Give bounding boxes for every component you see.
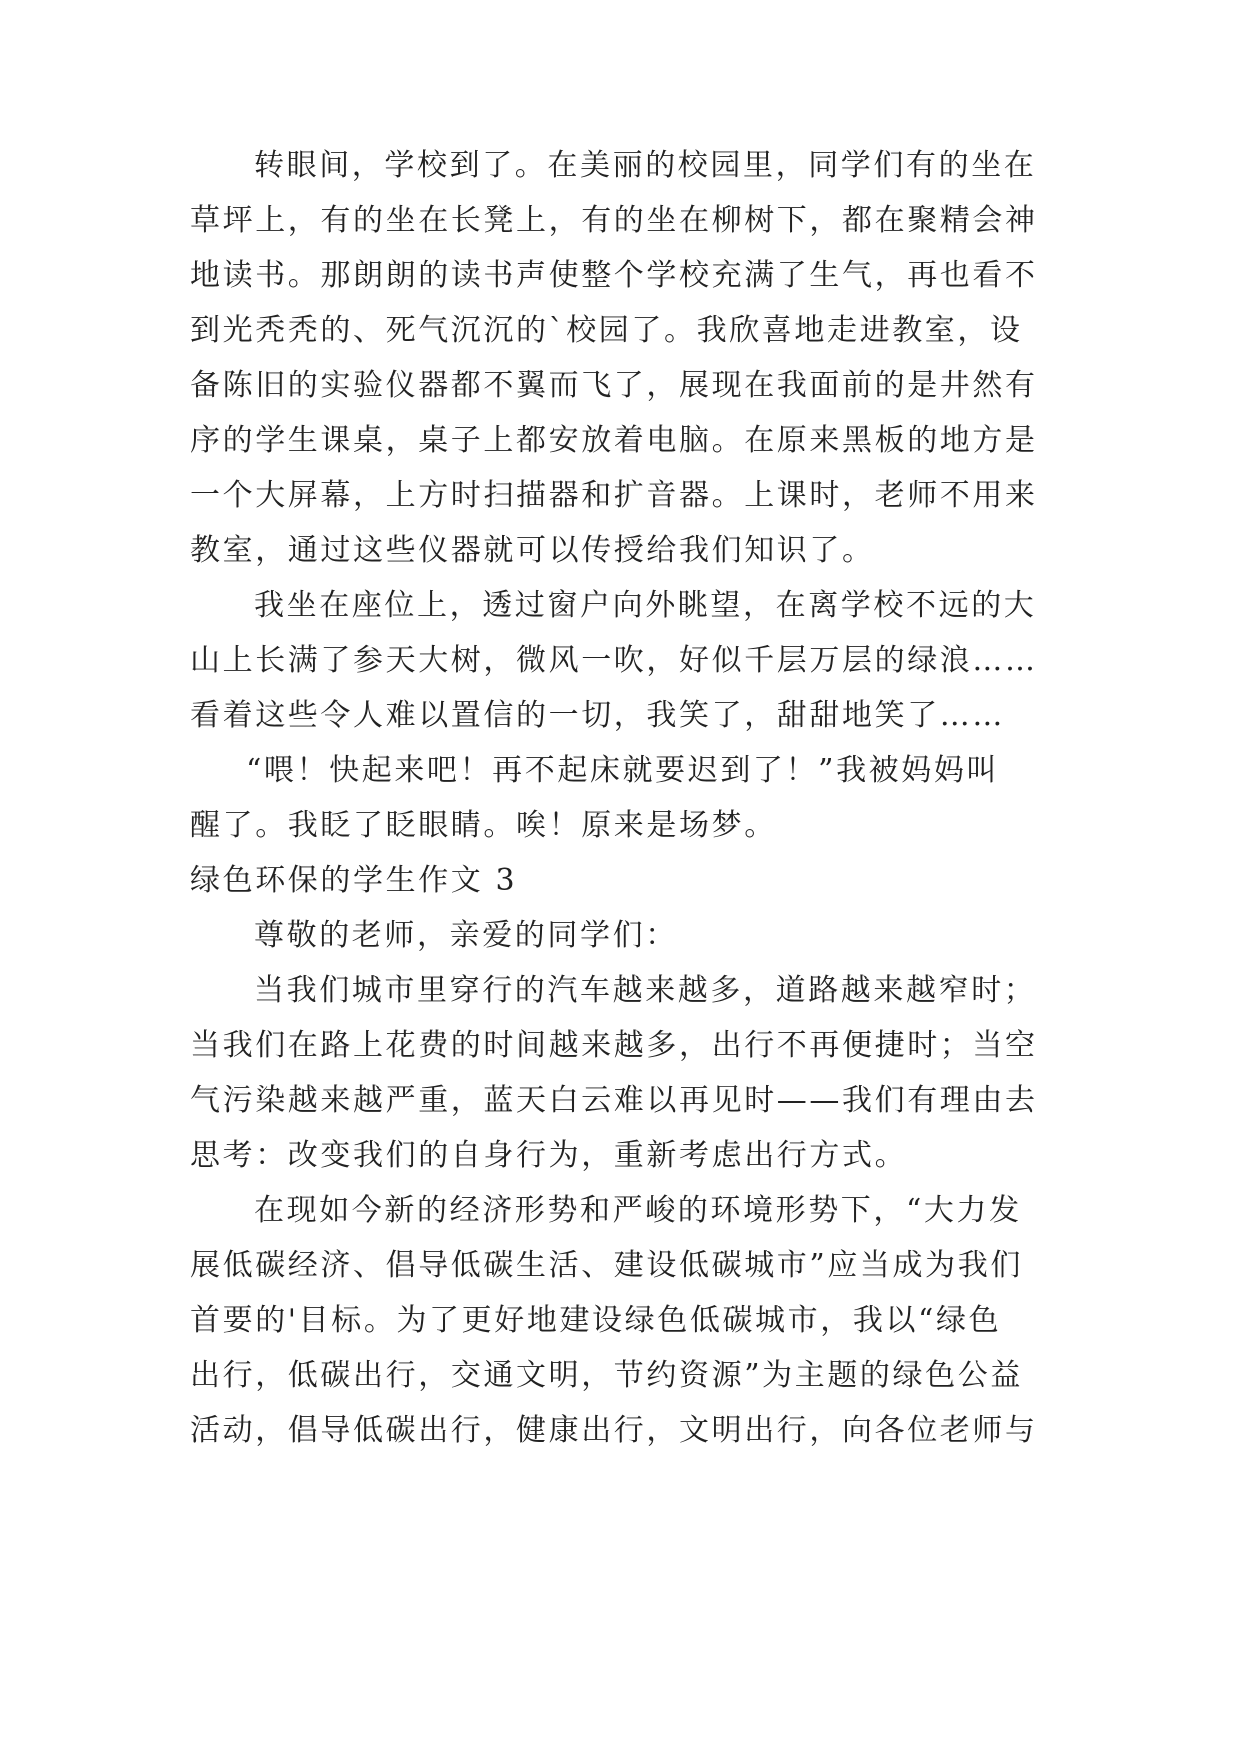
text-line: 地读书。那朗朗的读书声使整个学校充满了生气，再也看不 <box>190 258 1038 293</box>
section-heading: 绿色环保的学生作文 3 <box>190 863 518 898</box>
salutation: 尊敬的老师，亲爱的同学们： <box>254 918 678 953</box>
text-line: 气污染越来越严重，蓝天白云难以再见时——我们有理由去 <box>190 1083 1038 1118</box>
text-line: 转眼间，学校到了。在美丽的校园里，同学们有的坐在 <box>254 148 1037 183</box>
text-line: 看着这些令人难以置信的一切，我笑了，甜甜地笑了…… <box>190 698 1005 733</box>
text-line: 思考：改变我们的自身行为，重新考虑出行方式。 <box>190 1138 908 1173</box>
text-line: 序的学生课桌，桌子上都安放着电脑。在原来黑板的地方是 <box>190 423 1038 458</box>
text-line: 备陈旧的实验仪器都不翼而飞了，展现在我面前的是井然有 <box>190 368 1038 403</box>
text-line: 一个大屏幕，上方时扫描器和扩音器。上课时，老师不用来 <box>190 478 1038 513</box>
text-line: 教室，通过这些仪器就可以传授给我们知识了。 <box>190 533 875 568</box>
text-line: 展低碳经济、倡导低碳生活、建设低碳城市”应当成为我们 <box>190 1248 1023 1283</box>
text-line: 出行，低碳出行，交通文明，节约资源”为主题的绿色公益 <box>190 1358 1023 1393</box>
text-line: 首要的'目标。为了更好地建设绿色低碳城市，我以“绿色 <box>190 1303 1002 1338</box>
text-line: 醒了。我眨了眨眼睛。唉！原来是场梦。 <box>190 808 777 843</box>
text-line: 我坐在座位上，透过窗户向外眺望，在离学校不远的大 <box>254 588 1037 623</box>
text-line: 活动，倡导低碳出行，健康出行，文明出行，向各位老师与 <box>190 1413 1038 1448</box>
text-line: 在现如今新的经济形势和严峻的环境形势下，“大力发 <box>254 1193 1022 1228</box>
text-line: “喂！快起来吧！再不起床就要迟到了！”我被妈妈叫 <box>246 753 1000 788</box>
text-line: 草坪上，有的坐在长凳上，有的坐在柳树下，都在聚精会神 <box>190 203 1038 238</box>
text-line: 到光秃秃的、死气沉沉的`校园了。我欣喜地走进教室，设 <box>190 313 1023 348</box>
text-line: 当我们在路上花费的时间越来越多，出行不再便捷时；当空 <box>190 1028 1038 1063</box>
text-line: 山上长满了参天大树，微风一吹，好似千层万层的绿浪…… <box>190 643 1038 678</box>
text-line: 当我们城市里穿行的汽车越来越多，道路越来越窄时； <box>254 973 1037 1008</box>
